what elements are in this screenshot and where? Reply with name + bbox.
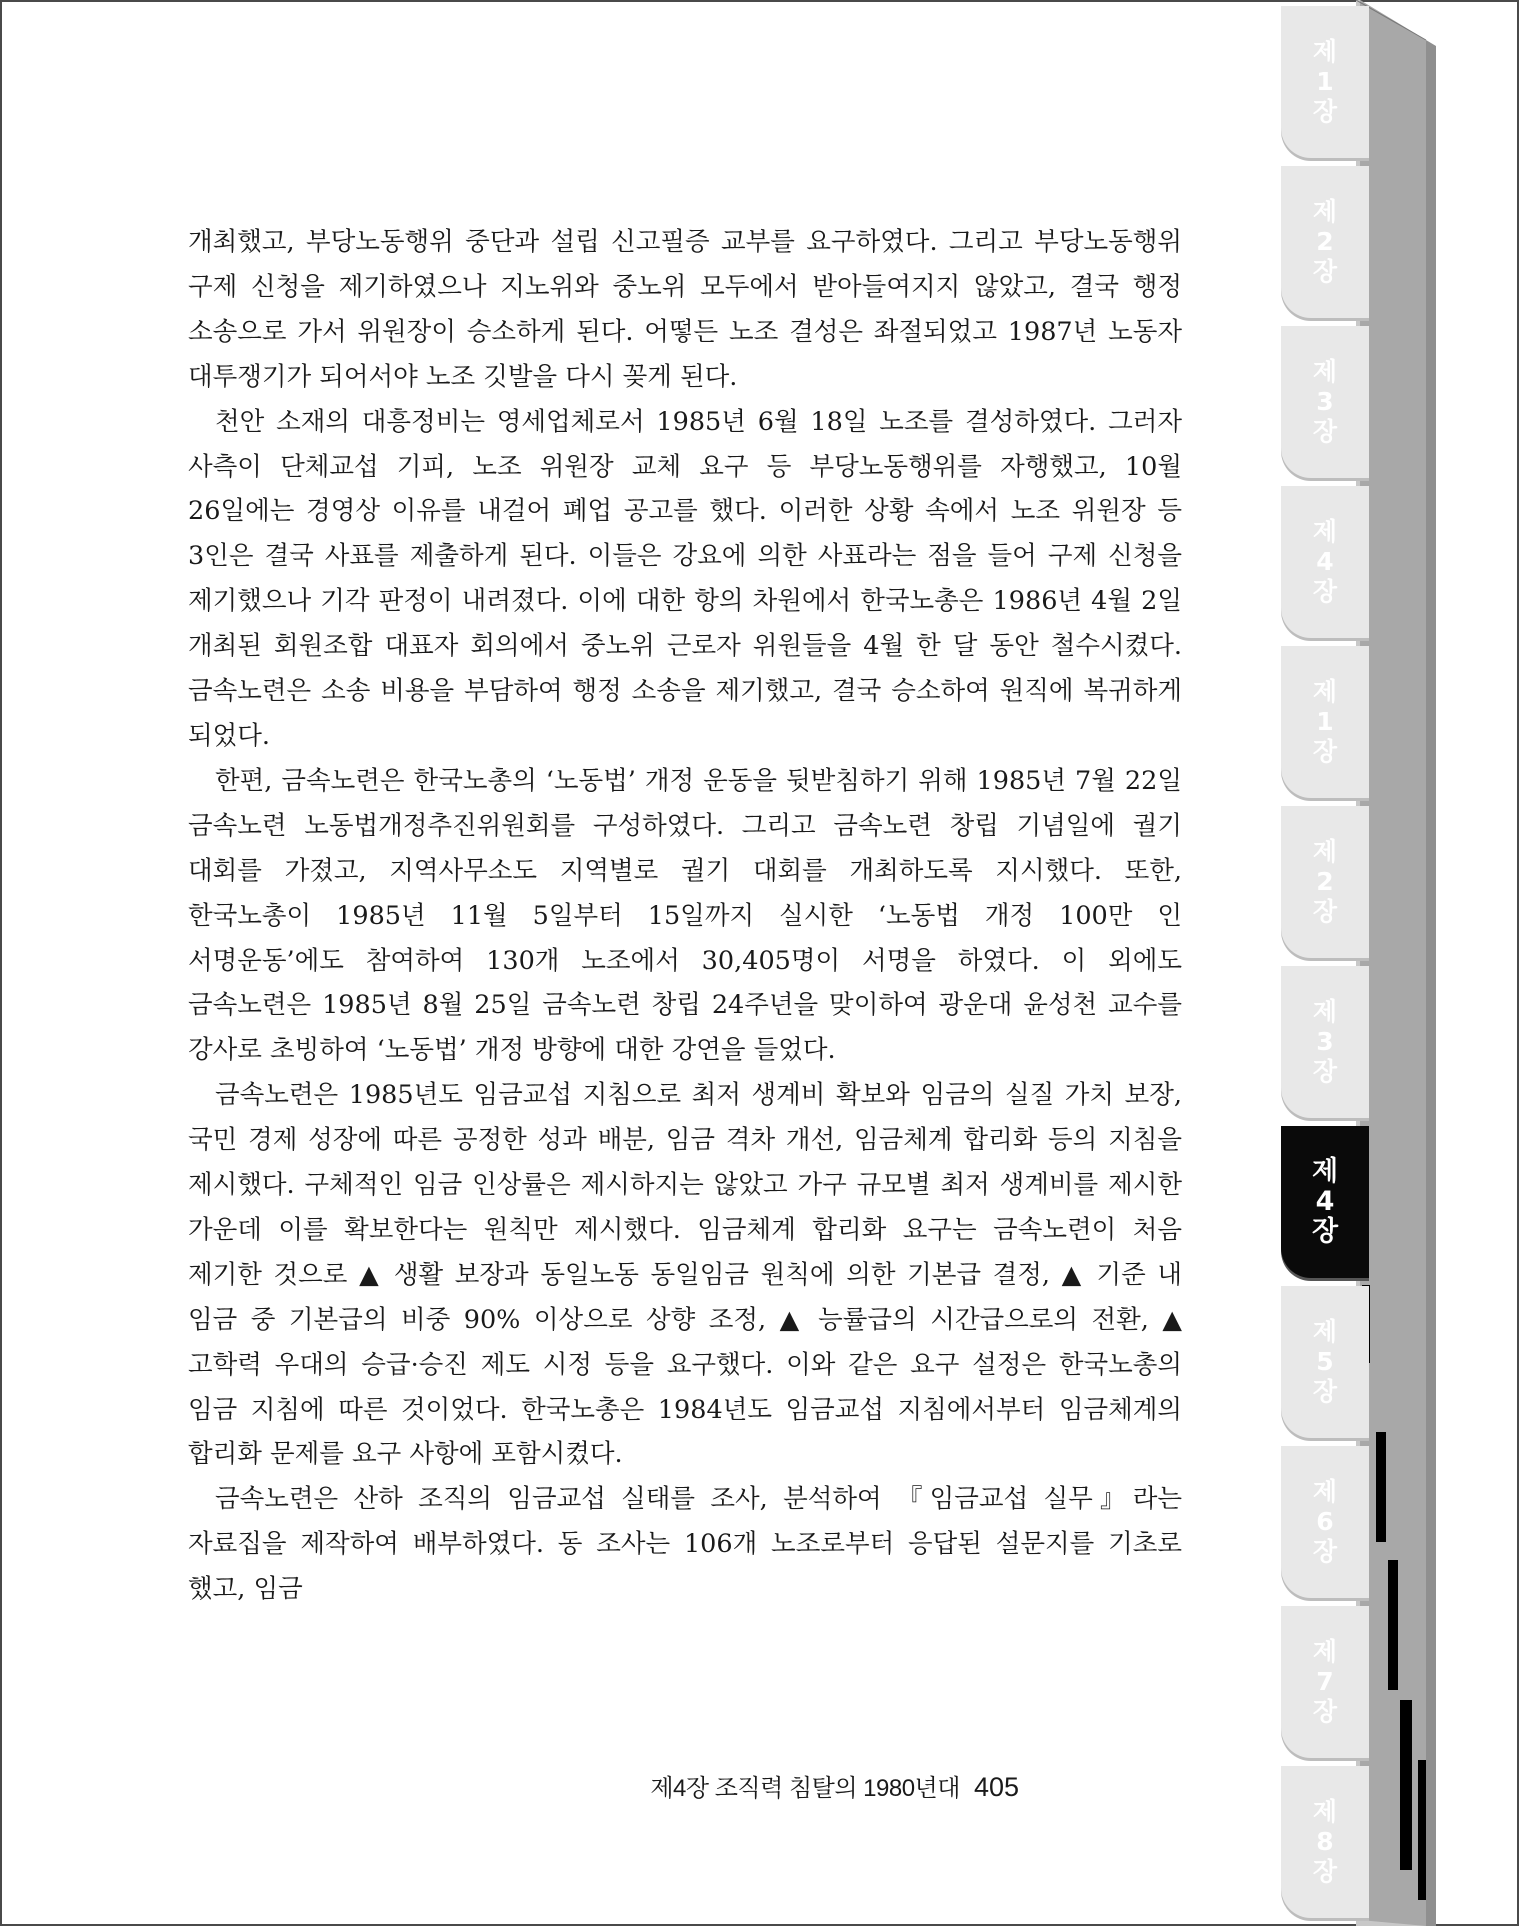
- chapter-tab-5[interactable]: [1281, 646, 1369, 798]
- page-footer: [650, 1768, 1019, 1803]
- chapter-tab-bottom: 장: [1312, 1697, 1338, 1726]
- chapter-tab-8[interactable]: [1281, 1126, 1369, 1278]
- chapter-tab-num: 6: [1316, 1507, 1334, 1536]
- chapter-tab-top: 제: [1312, 1477, 1338, 1506]
- chapter-tab-num: 8: [1316, 1827, 1334, 1856]
- paragraph-1: 개최했고, 부당노동행위 중단과 설립 신고필증 교부를 요구하였다. 그리고 부당노동행위 구제 신청을 제기하였으나 지노위와 중노위 모두에서 받아들여지지 않았고, 결국 행정 소송으로 가서 위원장이 승소하게 된다. 어떻든 노조 결성은 좌절되었고 1987년 노동자 대투쟁기가 되어서야 노조 깃발을 다시 꽂게 된다.: [188, 227, 1182, 392]
- chapter-tab-top: 제: [1312, 517, 1338, 546]
- body-text: [188, 220, 1182, 1612]
- chapter-tab-bottom: 장: [1312, 737, 1338, 766]
- chapter-tab-num: 4: [1315, 1186, 1335, 1217]
- chapter-tab-10[interactable]: [1281, 1446, 1369, 1598]
- chapter-tab-num: 1: [1316, 67, 1334, 96]
- chapter-tab-top: 제: [1312, 37, 1338, 66]
- chapter-tab-top: 제: [1312, 1797, 1338, 1826]
- page-number: 405: [973, 1772, 1019, 1802]
- chapter-tab-top: 제: [1312, 197, 1338, 226]
- chapter-tab-top: 제: [1312, 997, 1338, 1026]
- chapter-tab-3[interactable]: [1281, 326, 1369, 478]
- chapter-tab-num: 2: [1316, 867, 1334, 896]
- chapter-tab-2[interactable]: [1281, 166, 1369, 318]
- chapter-tab-top: 제: [1312, 1637, 1338, 1666]
- chapter-tab-num: 3: [1316, 387, 1334, 416]
- book-edge: [1356, 0, 1519, 1926]
- paragraph-3: 한편, 금속노련은 한국노총의 ‘노동법’ 개정 운동을 뒷받침하기 위해 1985년 7월 22일 금속노련 노동법개정추진위원회를 구성하였다. 그리고 금속노련 창립 기념일에 궐기 대회를 가졌고, 지역사무소도 지역별로 궐기 대회를 개최하도록 지시했다. 또한, 한국노총이 1985년 11월 5일부터 15일까지 실시한 ‘노동법 개정 100만 인 서명운동’에도 참여하여 130개 노조에서 30,405명이 서명을 하였다. 이 외에도 금속노련은 1985년 8월 25일 금속노련 창립 24주년을 맞이하여 광운대 윤성천 교수를 강사로 초빙하여 ‘노동법’ 개정 방향에 대한 강연을 들었다.: [188, 765, 1182, 1066]
- paragraph-4: 금속노련은 1985년도 임금교섭 지침으로 최저 생계비 확보와 임금의 실질 가치 보장, 국민 경제 성장에 따른 공정한 성과 배분, 임금 격차 개선, 임금체계 합리화 등의 지침을 제시했다. 구체적인 임금 인상률은 제시하지는 않았고 가구 규모별 최저 생계비를 제시한 가운데 이를 확보한다는 원칙만 제시했다. 임금체계 합리화 요구는 금속노련이 처음 제기한 것으로 ▲ 생활 보장과 동일노동 동일임금 원칙에 의한 기본급 결정, ▲ 기준 내 임금 중 기본급의 비중 90% 이상으로 상향 조정, ▲ 능률급의 시간급으로의 전환, ▲ 고학력 우대의 승급·승진 제도 시정 등을 요구했다. 이와 같은 요구 설정은 한국노총의 임금 지침에 따른 것이었다. 한국노총은 1984년도 임금교섭 지침에서부터 임금체계의 합리화 문제를 요구 사항에 포함시켰다.: [188, 1080, 1182, 1470]
- chapter-tab-12[interactable]: [1281, 1766, 1369, 1918]
- chapter-tab-bottom: 장: [1312, 417, 1338, 446]
- chapter-tab-bottom: 장: [1312, 1537, 1338, 1566]
- chapter-tab-num: 4: [1316, 547, 1334, 576]
- book-page: [2, 2, 1359, 1920]
- chapter-tab-7[interactable]: [1281, 966, 1369, 1118]
- chapter-tab-num: 3: [1316, 1027, 1334, 1056]
- chapter-tab-num: 1: [1316, 707, 1334, 736]
- chapter-tab-6[interactable]: [1281, 806, 1369, 958]
- chapter-tab-bottom: 장: [1312, 1057, 1338, 1086]
- chapter-tab-num: 7: [1316, 1667, 1334, 1696]
- paragraph-2: 천안 소재의 대흥정비는 영세업체로서 1985년 6월 18일 노조를 결성하였다. 그러자 사측이 단체교섭 기피, 노조 위원장 교체 요구 등 부당노동행위를 자행했고, 10월 26일에는 경영상 이유를 내걸어 폐업 공고를 했다. 이러한 상황 속에서 노조 위원장 등 3인은 결국 사표를 제출하게 된다. 이들은 강요에 의한 사표라는 점을 들어 구제 신청을 제기했으나 기각 판정이 내려졌다. 이에 대한 항의 차원에서 한국노총은 1986년 4월 2일 개최된 회원조합 대표자 회의에서 중노위 근로자 위원들을 4월 한 달 동안 철수시켰다. 금속노련은 소송 비용을 부담하여 행정 소송을 제기했고, 결국 승소하여 원직에 복귀하게 되었다.: [188, 406, 1182, 751]
- chapter-tab-top: 제: [1312, 357, 1338, 386]
- chapter-tab-bottom: 장: [1312, 897, 1338, 926]
- chapter-tab-9[interactable]: [1281, 1286, 1369, 1438]
- chapter-tab-top: 제: [1312, 677, 1338, 706]
- chapter-tab-top: 제: [1311, 1156, 1339, 1187]
- chapter-tab-bottom: 장: [1312, 1377, 1338, 1406]
- chapter-tab-bottom: 장: [1312, 577, 1338, 606]
- chapter-tab-top: 제: [1312, 1317, 1338, 1346]
- chapter-tab-11[interactable]: [1281, 1606, 1369, 1758]
- paragraph-5: 금속노련은 산하 조직의 임금교섭 실태를 조사, 분석하여 『임금교섭 실무』라는 자료집을 제작하여 배부하였다. 동 조사는 106개 노조로부터 응답된 설문지를 기초로 했고, 임금: [188, 1484, 1182, 1605]
- chapter-tab-top: 제: [1312, 837, 1338, 866]
- chapter-tab-bottom: 장: [1312, 257, 1338, 286]
- running-head: 제4장 조직력 침탈의 1980년대: [650, 1775, 960, 1802]
- chapter-tab-1[interactable]: [1281, 6, 1369, 158]
- chapter-tab-bottom: 장: [1311, 1216, 1339, 1247]
- chapter-tab-bottom: 장: [1312, 1857, 1338, 1886]
- chapter-tab-bottom: 장: [1312, 97, 1338, 126]
- chapter-tab-num: 5: [1316, 1347, 1334, 1376]
- chapter-tab-num: 2: [1316, 227, 1334, 256]
- book-edge-shading: [1356, 0, 1519, 1926]
- chapter-tab-4[interactable]: [1281, 486, 1369, 638]
